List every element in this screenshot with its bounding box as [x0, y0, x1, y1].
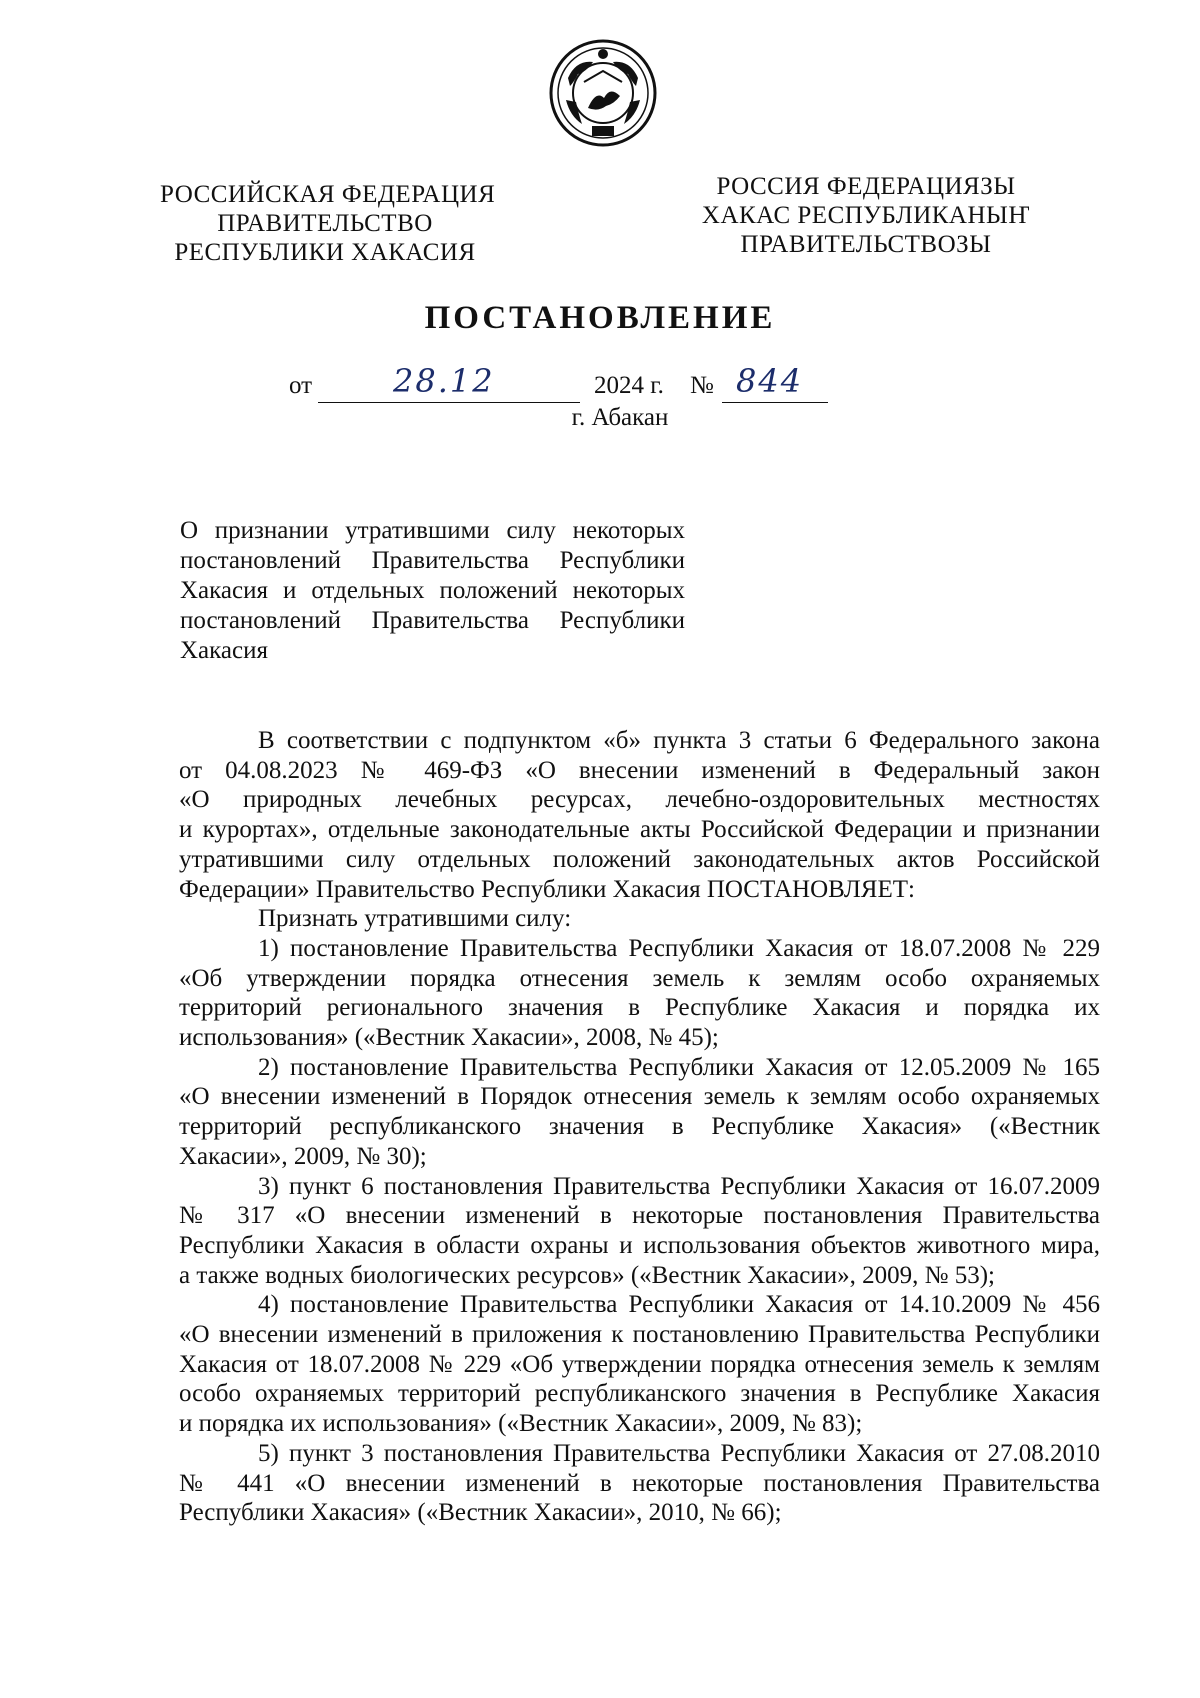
body-line: 1) постановление Правительства Республики Хакасия от 18.07.2008 № 229 — [258, 934, 1100, 962]
date-year: 2024 г. — [594, 372, 664, 399]
body-line: 4) постановление Правительства Республики Хакасия от 14.10.2009 № 456 — [258, 1291, 1100, 1319]
header-right-line: РОССИЯ ФЕДЕРАЦИЯЗЫ — [716, 173, 1016, 200]
body-line: «О внесении изменений в Порядок отнесения земель к землям особо охраняемых — [179, 1083, 1100, 1111]
header-right-line: ХАКАС РЕСПУБЛИКАНЫҤ — [701, 202, 1031, 229]
date-handwritten: 28.12 — [393, 362, 495, 400]
body-line: утратившими силу отдельных положений законодательных актов Российской — [179, 845, 1100, 873]
header-left-line: РЕСПУБЛИКИ ХАКАСИЯ — [174, 239, 476, 266]
subject-line: постановлений Правительства Республики — [180, 607, 685, 634]
number-handwritten: 844 — [736, 362, 804, 400]
emblem-khakassia — [548, 38, 658, 148]
header-left-line: ПРАВИТЕЛЬСТВО — [217, 210, 433, 237]
body-line: от 04.08.2023 № 469-ФЗ «О внесении изменений в Федеральный закон — [179, 756, 1100, 784]
subject-line: Хакасия и отдельных положений некоторых — [180, 577, 685, 604]
body-line: особо охраняемых территорий республиканского значения в Республике Хакасия — [179, 1380, 1100, 1408]
subject-line: О признании утратившими силу некоторых — [180, 517, 685, 544]
body-line: территорий республиканского значения в Республике Хакасия» («Вестник — [179, 1113, 1100, 1141]
body-line: Признать утратившими силу: — [258, 905, 572, 933]
body-line: В соответствии с подпунктом «б» пункта 3 статьи 6 Федерального закона — [258, 727, 1100, 754]
body-line: № 317 «О внесении изменений в некоторые постановления Правительства — [179, 1202, 1100, 1230]
body-line: 3) пункт 6 постановления Правительства Республики Хакасия от 16.07.2009 — [258, 1172, 1100, 1200]
body-line: 5) пункт 3 постановления Правительства Республики Хакасия от 27.08.2010 — [258, 1439, 1100, 1467]
header-left-line: РОССИЙСКАЯ ФЕДЕРАЦИЯ — [160, 181, 496, 208]
number-underline — [722, 402, 828, 403]
body-line: и курортах», отдельные законодательные акты Российской Федерации и признании — [179, 816, 1100, 844]
body-line: Хакасии», 2009, № 30); — [179, 1142, 427, 1170]
body-line: «Об утверждении порядка отнесения земель к землям особо охраняемых — [179, 964, 1100, 992]
body-line: «О внесении изменений в приложения к постановлению Правительства Республики — [179, 1321, 1100, 1349]
body-line: № 441 «О внесении изменений в некоторые постановления Правительства — [179, 1469, 1100, 1497]
body-line: а также водных биологических ресурсов» («Вестник Хакасии», 2009, № 53); — [179, 1261, 995, 1289]
header-left — [160, 180, 496, 267]
body-line: территорий регионального значения в Республике Хакасия и порядка их — [179, 994, 1100, 1022]
body-line: Федерации» Правительство Республики Хакасия ПОСТАНОВЛЯЕТ: — [179, 875, 915, 903]
date-from-label: от — [289, 372, 313, 399]
body-line: Хакасия от 18.07.2008 № 229 «Об утверждении порядка отнесения земель к землям — [179, 1350, 1100, 1378]
date-number-row — [0, 362, 1200, 406]
subject-line: постановлений Правительства Республики — [180, 547, 685, 574]
city: г. Абакан — [571, 404, 669, 431]
body-line: Республики Хакасия» («Вестник Хакасии», 2010, № 66); — [179, 1499, 782, 1527]
body-line: использования» («Вестник Хакасии», 2008, № 45); — [179, 1024, 719, 1052]
body-line: «О природных лечебных ресурсах, лечебно-оздоровительных местностях — [179, 786, 1100, 814]
document-body — [179, 726, 1100, 1528]
body-line: Республики Хакасия в области охраны и использования объектов животного мира, — [179, 1231, 1100, 1259]
body-line: и порядка их использования» («Вестник Хакасии», 2009, № 83); — [179, 1410, 863, 1438]
date-underline — [318, 402, 580, 403]
header-right — [686, 172, 1046, 259]
document-type-title: ПОСТАНОВЛЕНИЕ — [424, 300, 776, 336]
body-line: 2) постановление Правительства Республики Хакасия от 12.05.2009 № 165 — [258, 1053, 1100, 1081]
number-label: № — [690, 372, 714, 399]
document-subject — [180, 516, 685, 666]
header-right-line: ПРАВИТЕЛЬСТВОЗЫ — [740, 231, 992, 258]
subject-line: Хакасия — [180, 637, 268, 664]
